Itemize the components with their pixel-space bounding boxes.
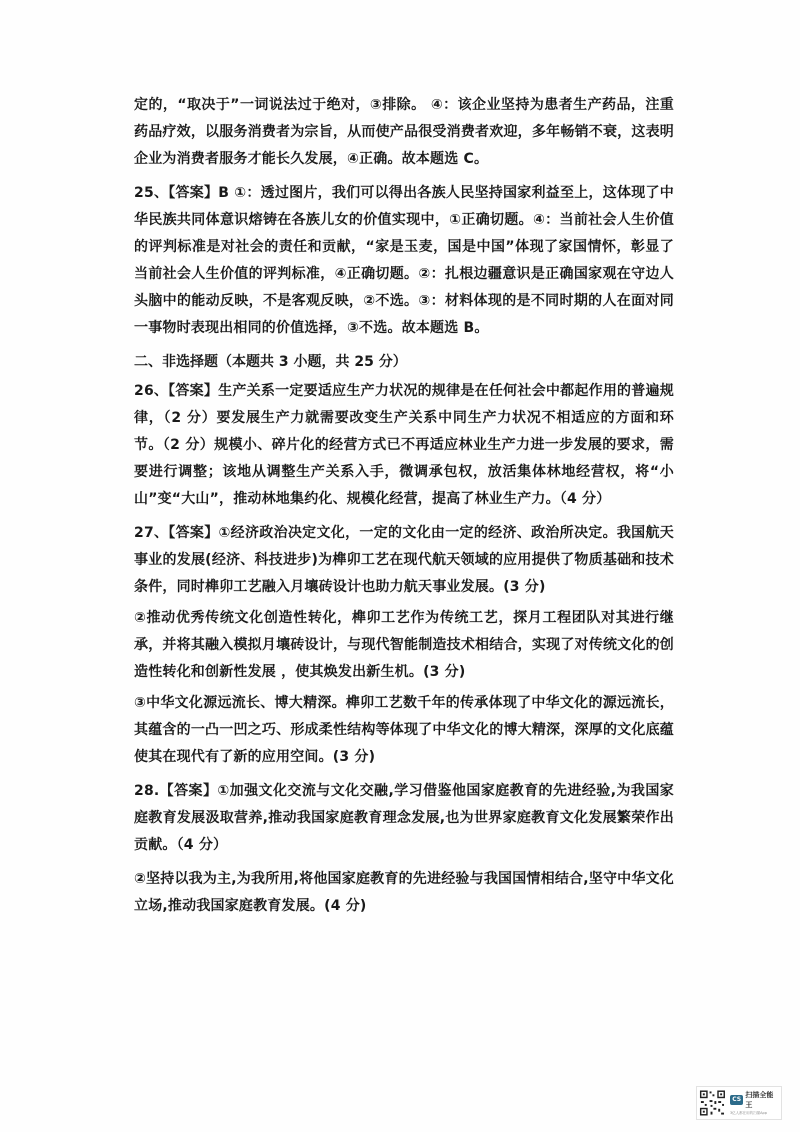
- watermark-text-group: [730, 1090, 779, 1116]
- paragraph-q27-point2: ②推动优秀传统文化创造性转化，榫卯工艺作为传统工艺，探月工程团队对其进行继承，并将其融入模拟月壤砖设计，与现代智能制造技术相结合，实现了对传统文化的创造性转化和创新性发展 ，使其焕发出新生机。(3 分): [134, 610, 674, 680]
- watermark-app-name: 扫描全能王: [745, 1091, 774, 1109]
- paragraph-q27-point3: ③中华文化源远流长、博大精深。榫卯工艺数千年的传承体现了中华文化的源远流长，其蕴含的一凸一凹之巧、形成柔性结构等体现了中华文化的博大精深，深厚的文化底蕴使其在现代有了新的应用空间。(3 分): [134, 695, 674, 765]
- paragraph-q27-point1: 27、【答案】①经济政治决定文化，一定的文化由一定的经济、政治所决定。我国航天事业的发展(经济、科技进步)为榫卯工艺在现代航天领域的应用提供了物质基础和技术条件，同时榫卯工艺融入月壤砖设计也助力航天事业发展。(3 分): [134, 525, 674, 595]
- answer-content: [134, 92, 674, 927]
- scanner-watermark: [696, 1086, 782, 1120]
- paragraph-q28-point1: 28.【答案】①加强文化交流与文化交融,学习借鉴他国家庭教育的先进经验,为我国家庭教育发展汲取营养,推动我国家庭教育理念发展,也为世界家庭教育文化发展繁荣作出贡献。（4 分）: [134, 783, 674, 853]
- qr-code-icon: [699, 1089, 726, 1117]
- watermark-subtitle: 3亿人都在用的扫描App: [729, 1111, 768, 1115]
- paragraph-q24-continuation: 定的，“取决于”一词说法过于绝对，③排除。 ④：该企业坚持为患者生产药品，注重药品疗效，以服务消费者为宗旨，从而使产品很受消费者欢迎，多年畅销不衰，这表明企业为消费者服务才能长久发展，④正确。故本题选 C。: [134, 97, 674, 167]
- section-heading-non-choice: 二、非选择题（本题共 3 小题，共 25 分）: [134, 354, 407, 370]
- paragraph-q25: 25、【答案】B ①：透过图片，我们可以得出各族人民坚持国家利益至上，这体现了中华民族共同体意识熔铸在各族儿女的价值实现中，①正确切题。④：当前社会人生价值的评判标准是对社会的责任和贡献，“家是玉麦，国是中国”体现了家国情怀，彰显了当前社会人生价值的评判标准，④正确切题。②：扎根边疆意识是正确国家观在守边人头脑中的能动反映，不是客观反映，②不选。③：材料体现的是不同时期的人在面对同一事物时表现出相同的价值选择，③不选。故本题选 B。: [134, 185, 674, 336]
- camscanner-logo-icon: CS: [730, 1095, 743, 1105]
- watermark-brand-row: [730, 1090, 779, 1110]
- paragraph-q28-point2: ②坚持以我为主,为我所用,将他国家庭教育的先进经验与我国国情相结合,坚守中华文化立场,推动我国家庭教育发展。(4 分): [134, 871, 674, 914]
- paragraph-q26: 26、【答案】生产关系一定要适应生产力状况的规律是在任何社会中都起作用的普遍规律，（2 分）要发展生产力就需要改变生产关系中同生产力状况不相适应的方面和环节。（2 分）规模小、碎片化的经营方式已不再适应林业生产力进一步发展的要求，需要进行调整；该地从调整生产关系入手，微调承包权，放活集体林地经营权，将“小山”变“大山”，推动林地集约化、规模化经营，提高了林业生产力。（4 分）: [134, 383, 674, 507]
